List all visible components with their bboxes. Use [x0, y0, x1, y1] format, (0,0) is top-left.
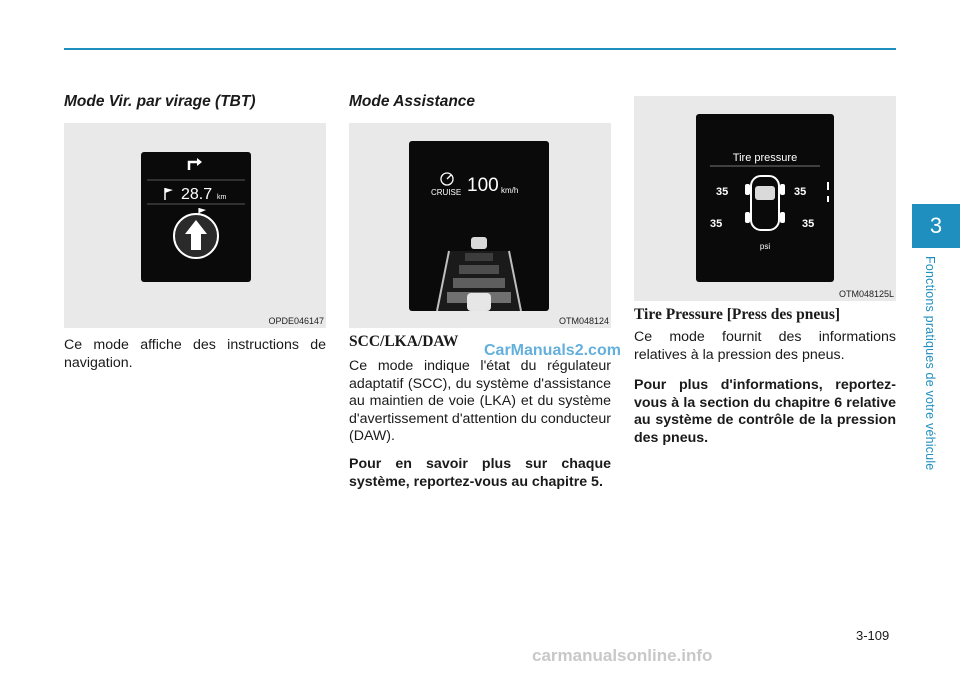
chapter-title-text: Fonctions pratiques de votre véhicule — [923, 256, 937, 471]
chapter-number-tab: 3 — [912, 204, 960, 248]
figure-assistance — [349, 123, 611, 328]
car-top-view-icon — [745, 176, 785, 230]
page-number: 3-109 — [856, 628, 890, 643]
turn-arrow-head-icon — [197, 158, 202, 166]
paragraph-scc-reference: Pour en savoir plus sur chaque système, reportez-vous au chapitre 5. — [349, 456, 611, 490]
figure-tire-pressure — [634, 96, 896, 301]
assistance-display-graphic — [409, 141, 549, 311]
paragraph-tbt: Ce mode affiche des instructions de navigation. — [64, 337, 326, 371]
paragraph-scc: Ce mode indique l'état du régulateur adaptatif (SCC), du système d'assistance au maintien de voie (LKA) et du système d'avertissement d'attention du conducteur (DAW). — [349, 358, 611, 444]
speed-unit: km/h — [501, 186, 519, 195]
figure-code-assistance: OTM048124 — [558, 316, 609, 326]
flag-icon — [165, 188, 173, 200]
speed-value: 100 — [467, 175, 499, 196]
header-rule — [64, 48, 896, 50]
tire-display-graphic — [696, 114, 834, 282]
tbt-distance-unit: km — [217, 194, 227, 201]
cluster-screen-tire — [696, 114, 834, 282]
paragraph-tire-reference: Pour plus d'informations, reportez-vous à la section du chapitre 6 relative au système de contrôle de la pression des pneus. — [634, 377, 896, 446]
footer-watermark: carmanualsonline.info — [532, 646, 713, 665]
figure-tbt — [64, 123, 326, 328]
tire-screen-title: Tire pressure — [732, 152, 798, 164]
speed-gauge-icon — [441, 173, 453, 185]
tire-unit: psi — [759, 242, 771, 251]
tire-front-left-value: 35 — [716, 186, 729, 198]
tbt-display-graphic — [141, 152, 251, 282]
tbt-distance-value: 28.7 — [181, 186, 213, 203]
lead-vehicle-icon — [471, 237, 487, 249]
subtitle-tire-pressure: Tire Pressure [Press des pneus] — [634, 306, 841, 323]
tire-front-right-value: 35 — [794, 186, 807, 198]
section-title-tbt: Mode Vir. par virage (TBT) — [64, 93, 256, 110]
tire-rear-right-value: 35 — [802, 218, 815, 230]
paragraph-tire: Ce mode fournit des informations relatives à la pression des pneus. — [634, 329, 896, 363]
tire-rear-left-value: 35 — [710, 218, 723, 230]
cluster-screen-assistance — [409, 141, 549, 311]
subtitle-scc-lka-daw: SCC/LKA/DAW — [349, 333, 459, 350]
figure-code-tire: OTM048125L — [838, 289, 894, 299]
own-vehicle-icon — [467, 293, 491, 311]
watermark-text: CarManuals2.com — [484, 342, 621, 359]
chapter-title-vertical — [917, 256, 943, 506]
cruise-label: CRUISE — [431, 188, 462, 197]
cluster-screen-tbt — [141, 152, 251, 282]
figure-code-tbt: OPDE046147 — [268, 316, 324, 326]
section-title-assistance: Mode Assistance — [349, 93, 476, 110]
